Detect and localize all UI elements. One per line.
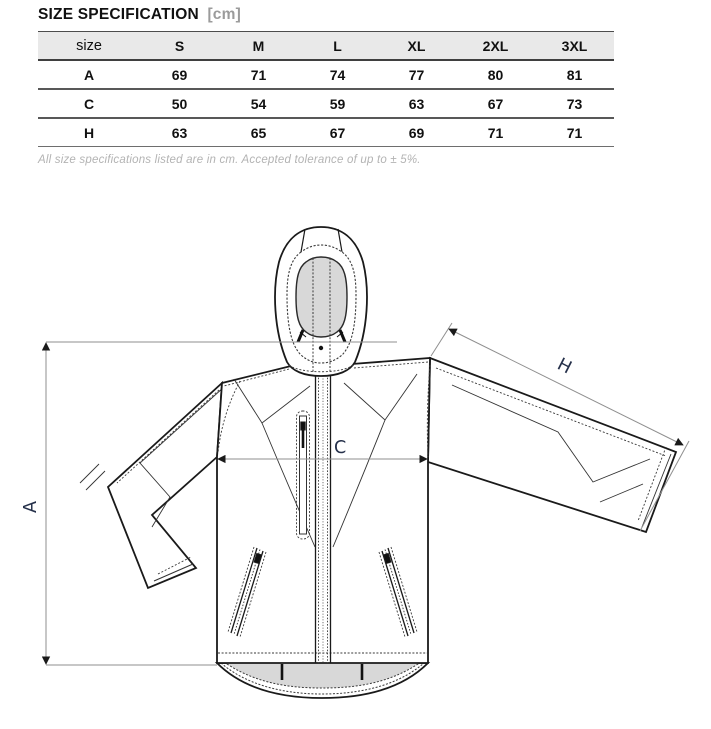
cell-h-l: 67	[329, 124, 346, 141]
cell-h-2xl: 71	[487, 124, 504, 141]
jacket-outline	[80, 227, 676, 698]
col-header-3xl: 3XL	[561, 37, 588, 54]
jacket-technical-drawing	[0, 185, 711, 729]
section-title	[0, 0, 711, 24]
dimension-label-h: H	[553, 354, 575, 379]
cell-h-m: 65	[250, 124, 267, 141]
dimension-label-a: A	[21, 501, 41, 513]
page-title: SIZE SPECIFICATION	[38, 6, 199, 23]
cell-a-2xl: 80	[487, 66, 504, 83]
col-header-xl: XL	[407, 37, 426, 54]
table-row-c	[38, 89, 614, 118]
row-label-c: C	[83, 95, 95, 112]
cell-c-2xl: 67	[487, 95, 504, 112]
cell-c-m: 54	[250, 95, 267, 112]
row-label-h: H	[83, 124, 95, 141]
cell-c-l: 59	[329, 95, 346, 112]
jacket-sleeve-left	[80, 383, 224, 588]
cell-c-s: 50	[171, 95, 188, 112]
cell-a-s: 69	[171, 66, 188, 83]
cell-h-s: 63	[171, 124, 188, 141]
hood-opening	[296, 257, 347, 337]
col-header-m: M	[252, 37, 265, 54]
cell-a-m: 71	[250, 66, 267, 83]
cell-a-3xl: 81	[566, 66, 583, 83]
col-header-size: size	[76, 37, 102, 54]
table-row-h	[38, 118, 614, 147]
col-header-s: S	[174, 37, 185, 54]
row-label-a: A	[83, 66, 95, 83]
jacket-hem	[217, 663, 428, 698]
jacket-hood	[275, 227, 367, 376]
cell-c-xl: 63	[408, 95, 425, 112]
table-row-a	[38, 60, 614, 89]
size-table	[38, 31, 614, 147]
tolerance-footnote: All size specifications listed are in cm. Accepted tolerance of up to ± 5%.	[38, 154, 421, 166]
cell-a-l: 74	[329, 66, 346, 83]
cell-h-3xl: 71	[566, 124, 583, 141]
jacket-body	[217, 358, 430, 663]
unit-label: [cm]	[207, 6, 241, 23]
jacket-sleeve-right	[428, 358, 676, 532]
dimension-label-c: C	[334, 438, 347, 458]
cell-c-3xl: 73	[566, 95, 583, 112]
col-header-2xl: 2XL	[482, 37, 509, 54]
col-header-l: L	[333, 37, 342, 54]
jacket-drawing-area	[0, 185, 711, 729]
cell-a-xl: 77	[408, 66, 425, 83]
size-table-header-row	[38, 32, 614, 61]
cell-h-xl: 69	[408, 124, 425, 141]
